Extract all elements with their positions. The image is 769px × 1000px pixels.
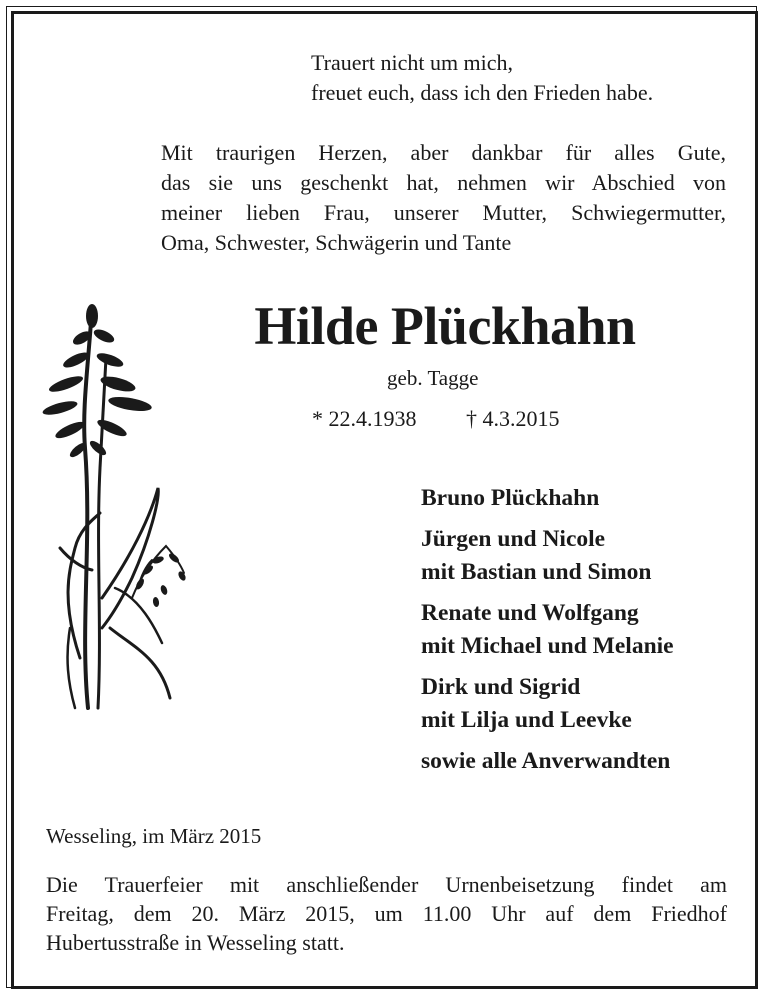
intro-line: Mit traurigen Herzen, aber dankbar für alles Gute, (161, 140, 726, 165)
family-line: sowie alle Anverwandten (421, 748, 671, 774)
intro-line: das sie uns geschenkt hat, nehmen wir Abschied von (161, 170, 726, 195)
verse-line: freuet euch, dass ich den Frieden habe. (311, 80, 654, 105)
family-group (421, 482, 674, 515)
family-group (421, 523, 674, 589)
service-line: Die Trauerfeier mit anschließender Urnenbeisetzung findet am (46, 872, 727, 897)
family-line: Renate und Wolfgang (421, 600, 639, 626)
family-group (421, 745, 674, 778)
family-line: Jürgen und Nicole (421, 526, 606, 552)
service-line: Freitag, dem 20. März 2015, um 11.00 Uhr auf dem Friedhof (46, 901, 727, 926)
birth-date: * 22.4.1938 (312, 406, 417, 431)
grass-plant-icon (40, 298, 190, 718)
death-date: † 4.3.2015 (466, 406, 560, 431)
family-line: Bruno Plückhahn (421, 485, 600, 511)
family-line: mit Lilja und Leevke (421, 707, 632, 733)
family-line: Dirk und Sigrid (421, 674, 581, 700)
family-group (421, 671, 674, 737)
service-notice (46, 870, 727, 957)
intro-line: Oma, Schwester, Schwägerin und Tante (161, 230, 512, 255)
deceased-name: Hilde Plückhahn (254, 296, 636, 356)
intro-text (161, 138, 726, 258)
family-list (421, 482, 674, 786)
family-line: mit Michael und Melanie (421, 633, 674, 659)
family-group (421, 597, 674, 663)
verse (311, 48, 653, 108)
maiden-name: geb. Tagge (387, 366, 479, 390)
place-date: Wesseling, im März 2015 (46, 824, 262, 848)
verse-line: Trauert nicht um mich, (311, 50, 514, 75)
intro-line: meiner lieben Frau, unserer Mutter, Schwiegermutter, (161, 200, 726, 225)
family-line: mit Bastian und Simon (421, 559, 652, 585)
service-line: Hubertusstraße in Wesseling statt. (46, 930, 345, 955)
